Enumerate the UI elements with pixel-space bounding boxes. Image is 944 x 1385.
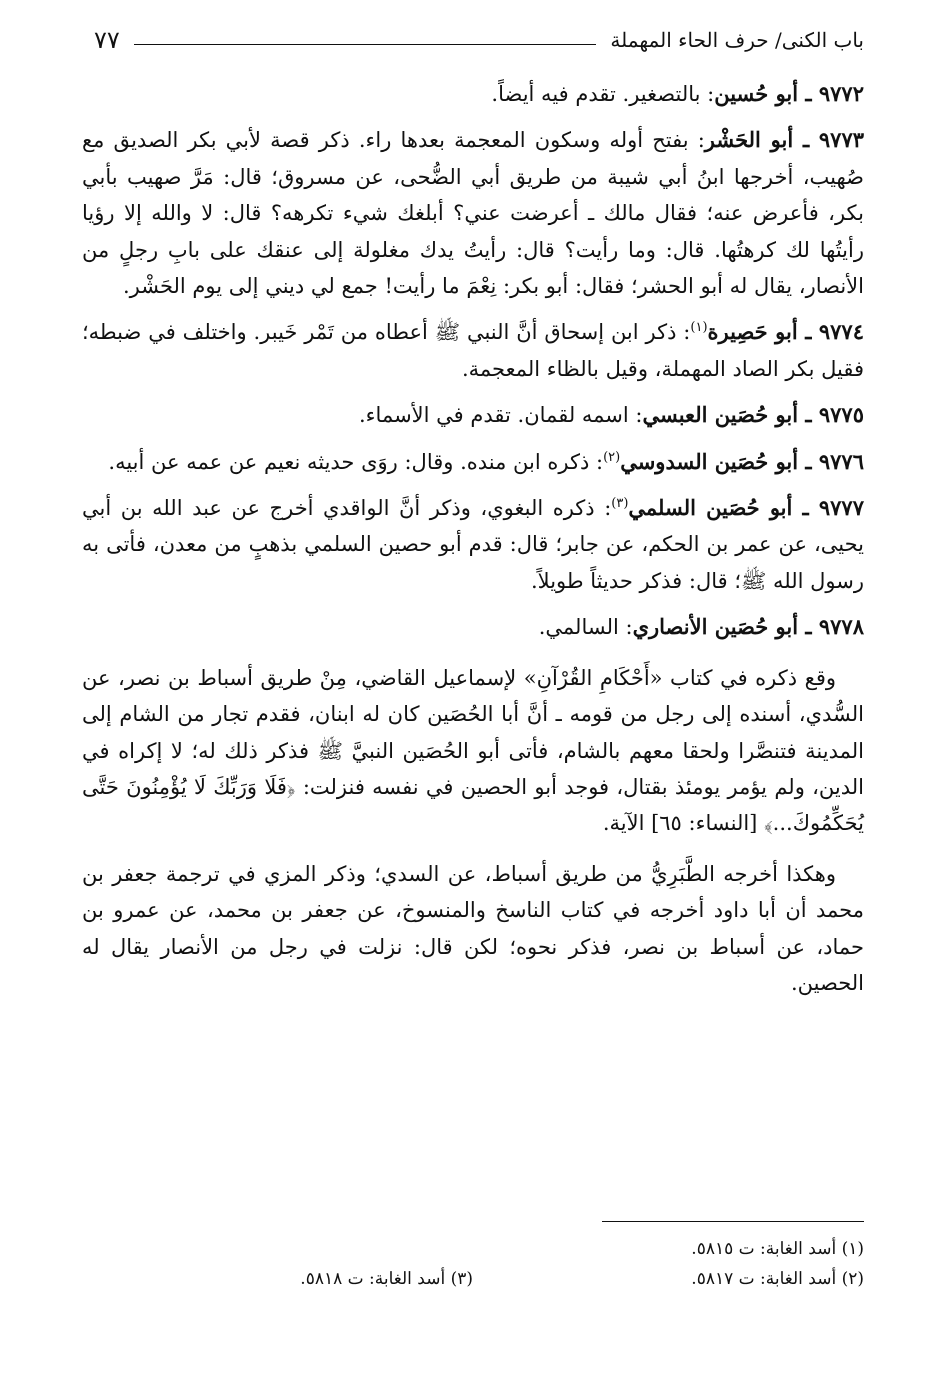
entry-head: ٩٧٧٥ ـ أبو حُصَين العبسي <box>642 402 864 428</box>
footnote-2: (٢) أسد الغابة: ت ٥٨١٧. <box>691 1269 864 1289</box>
header-rule <box>134 44 597 45</box>
footnote-marker: (٢) <box>603 449 621 465</box>
entry-9777 <box>82 490 864 599</box>
footnote-row <box>82 1264 864 1294</box>
entry-head: ٩٧٧٤ ـ أبو حَصِيرة <box>707 319 864 345</box>
footnote-3: (٣) أسد الغابة: ت ٥٨١٨. <box>300 1269 473 1289</box>
entry-text: : بالتصغير. تقدم فيه أيضاً. <box>491 82 715 106</box>
running-title: باب الكنى/ حرف الحاء المهملة <box>610 28 864 52</box>
entry-9774 <box>82 314 864 387</box>
entry-text: : السالمي. <box>538 615 633 640</box>
entry-text: : اسمه لقمان. تقدم في الأسماء. <box>359 403 643 428</box>
entry-head: ٩٧٧٧ ـ أبو حُصَين السلمي <box>628 495 864 521</box>
entry-9776 <box>82 444 864 480</box>
body-paragraph: وهكذا أخرجه الطَّبَرِيُّ من طريق أسباط، عن السدي؛ وذكر المزي في ترجمة جعفر بن محمد أن أبا داود أخرجه في كتاب الناسخ والمنسوخ، عن جعفر بن محمد، عن عمرو بن حماد، عن أسباط بن نصر، فذكر نحوه؛ لكن قال: نزلت في رجل من الأنصار يقال له الحصين. <box>82 861 864 995</box>
entry-text: : ذكره البغوي، وذكر أنَّ الواقدي أخرج عن عبد الله بن أبي يحيى، عن عمر بن الحكم، عن جابر؛ قال: قدم أبو حصين السلمي بذهبٍ من معدن، فأتى به رسول الله ﷺ؛ قال: فذكر حديثاً طويلاً. <box>82 496 864 593</box>
footnotes <box>82 1234 864 1294</box>
entry-text: : ذكره ابن منده. وقال: روَى حديثه نعيم عن عمه عن أبيه. <box>108 449 604 474</box>
page-number: ٧٧ <box>94 26 120 54</box>
entry-head: ٩٧٧٢ ـ أبو حُسين <box>714 81 864 106</box>
footnotes-rule <box>602 1221 864 1222</box>
entry-9778 <box>82 609 864 645</box>
entry-9773 <box>82 122 864 304</box>
footnote-1: (١) أسد الغابة: ت ٥٨١٥. <box>691 1239 864 1259</box>
footnote-marker: (١) <box>690 320 708 336</box>
footnote-marker: (٣) <box>611 496 629 512</box>
entry-head: ٩٧٧٦ ـ أبو حُصَين السدوسي <box>620 448 864 474</box>
entry-head: ٩٧٧٨ ـ أبو حُصَين الأنصاري <box>632 614 864 640</box>
entry-text: : بفتح أوله وسكون المعجمة بعدها راء. ذكر قصة لأبي بكر الصديق مع صُهيب، أخرجها ابنُ أبي شيبة من طريق أبي الضُّحى، عن مسروق؛ قال: مَرَّ صهيب بأبي بكر، فأعرض عنه؛ فقال مالك ـ أعرضت عني؟ أبلغك شيء تكرهه؟ قال: لا والله إلا رؤيا رأيتُها لك كرهتُها. قال: وما رأيت؟ قال: رأيتُ يدك مغلولة إلى عنقك على بابِ رجلٍ من الأنصار، يقال له أبو الحشر؛ فقال: أبو بكر: نِعْمَ ما رأيت! جمع لي ديني إلى يوم الحَشْر. <box>82 128 864 299</box>
entry-head: ٩٧٧٣ ـ أبو الحَشْر <box>704 127 865 153</box>
entry-text: : ذكر ابن إسحاق أنَّ النبي ﷺ أعطاه من تَمْر خَيبر. واختلف في ضبطه؛ فقيل بكر الصاد المهملة، وقيل بالظاء المعجمة. <box>82 320 864 381</box>
page-body <box>82 76 864 1011</box>
entry-9772 <box>82 76 864 112</box>
page-header <box>94 18 864 62</box>
entry-9775 <box>82 397 864 433</box>
body-paragraph: وقع ذكره في كتاب «أَحْكَامِ القُرْآنِ» لإسماعيل القاضي، مِنْ طريق أسباط بن نصر، عن السُّدي، أسنده إلى رجل من قومه ـ أنَّ أبا الحُصَين كان له ابنان، فقدم تجار من الشام إلى المدينة فتنصَّرا ولحقا معهم بالشام، فأتى أبو الحُصَين النبيَّ ﷺ فذكر ذلك له؛ لا إكراه في الدين، ولم يؤمر يومئذ بقتال، فوجد أبو الحصين في نفسه فنزلت: ﴿فَلَا وَرَبِّكَ لَا يُؤْمِنُونَ حَتَّى يُحَكِّمُوكَ...﴾ [النساء: ٦٥] الآية. <box>82 665 864 836</box>
